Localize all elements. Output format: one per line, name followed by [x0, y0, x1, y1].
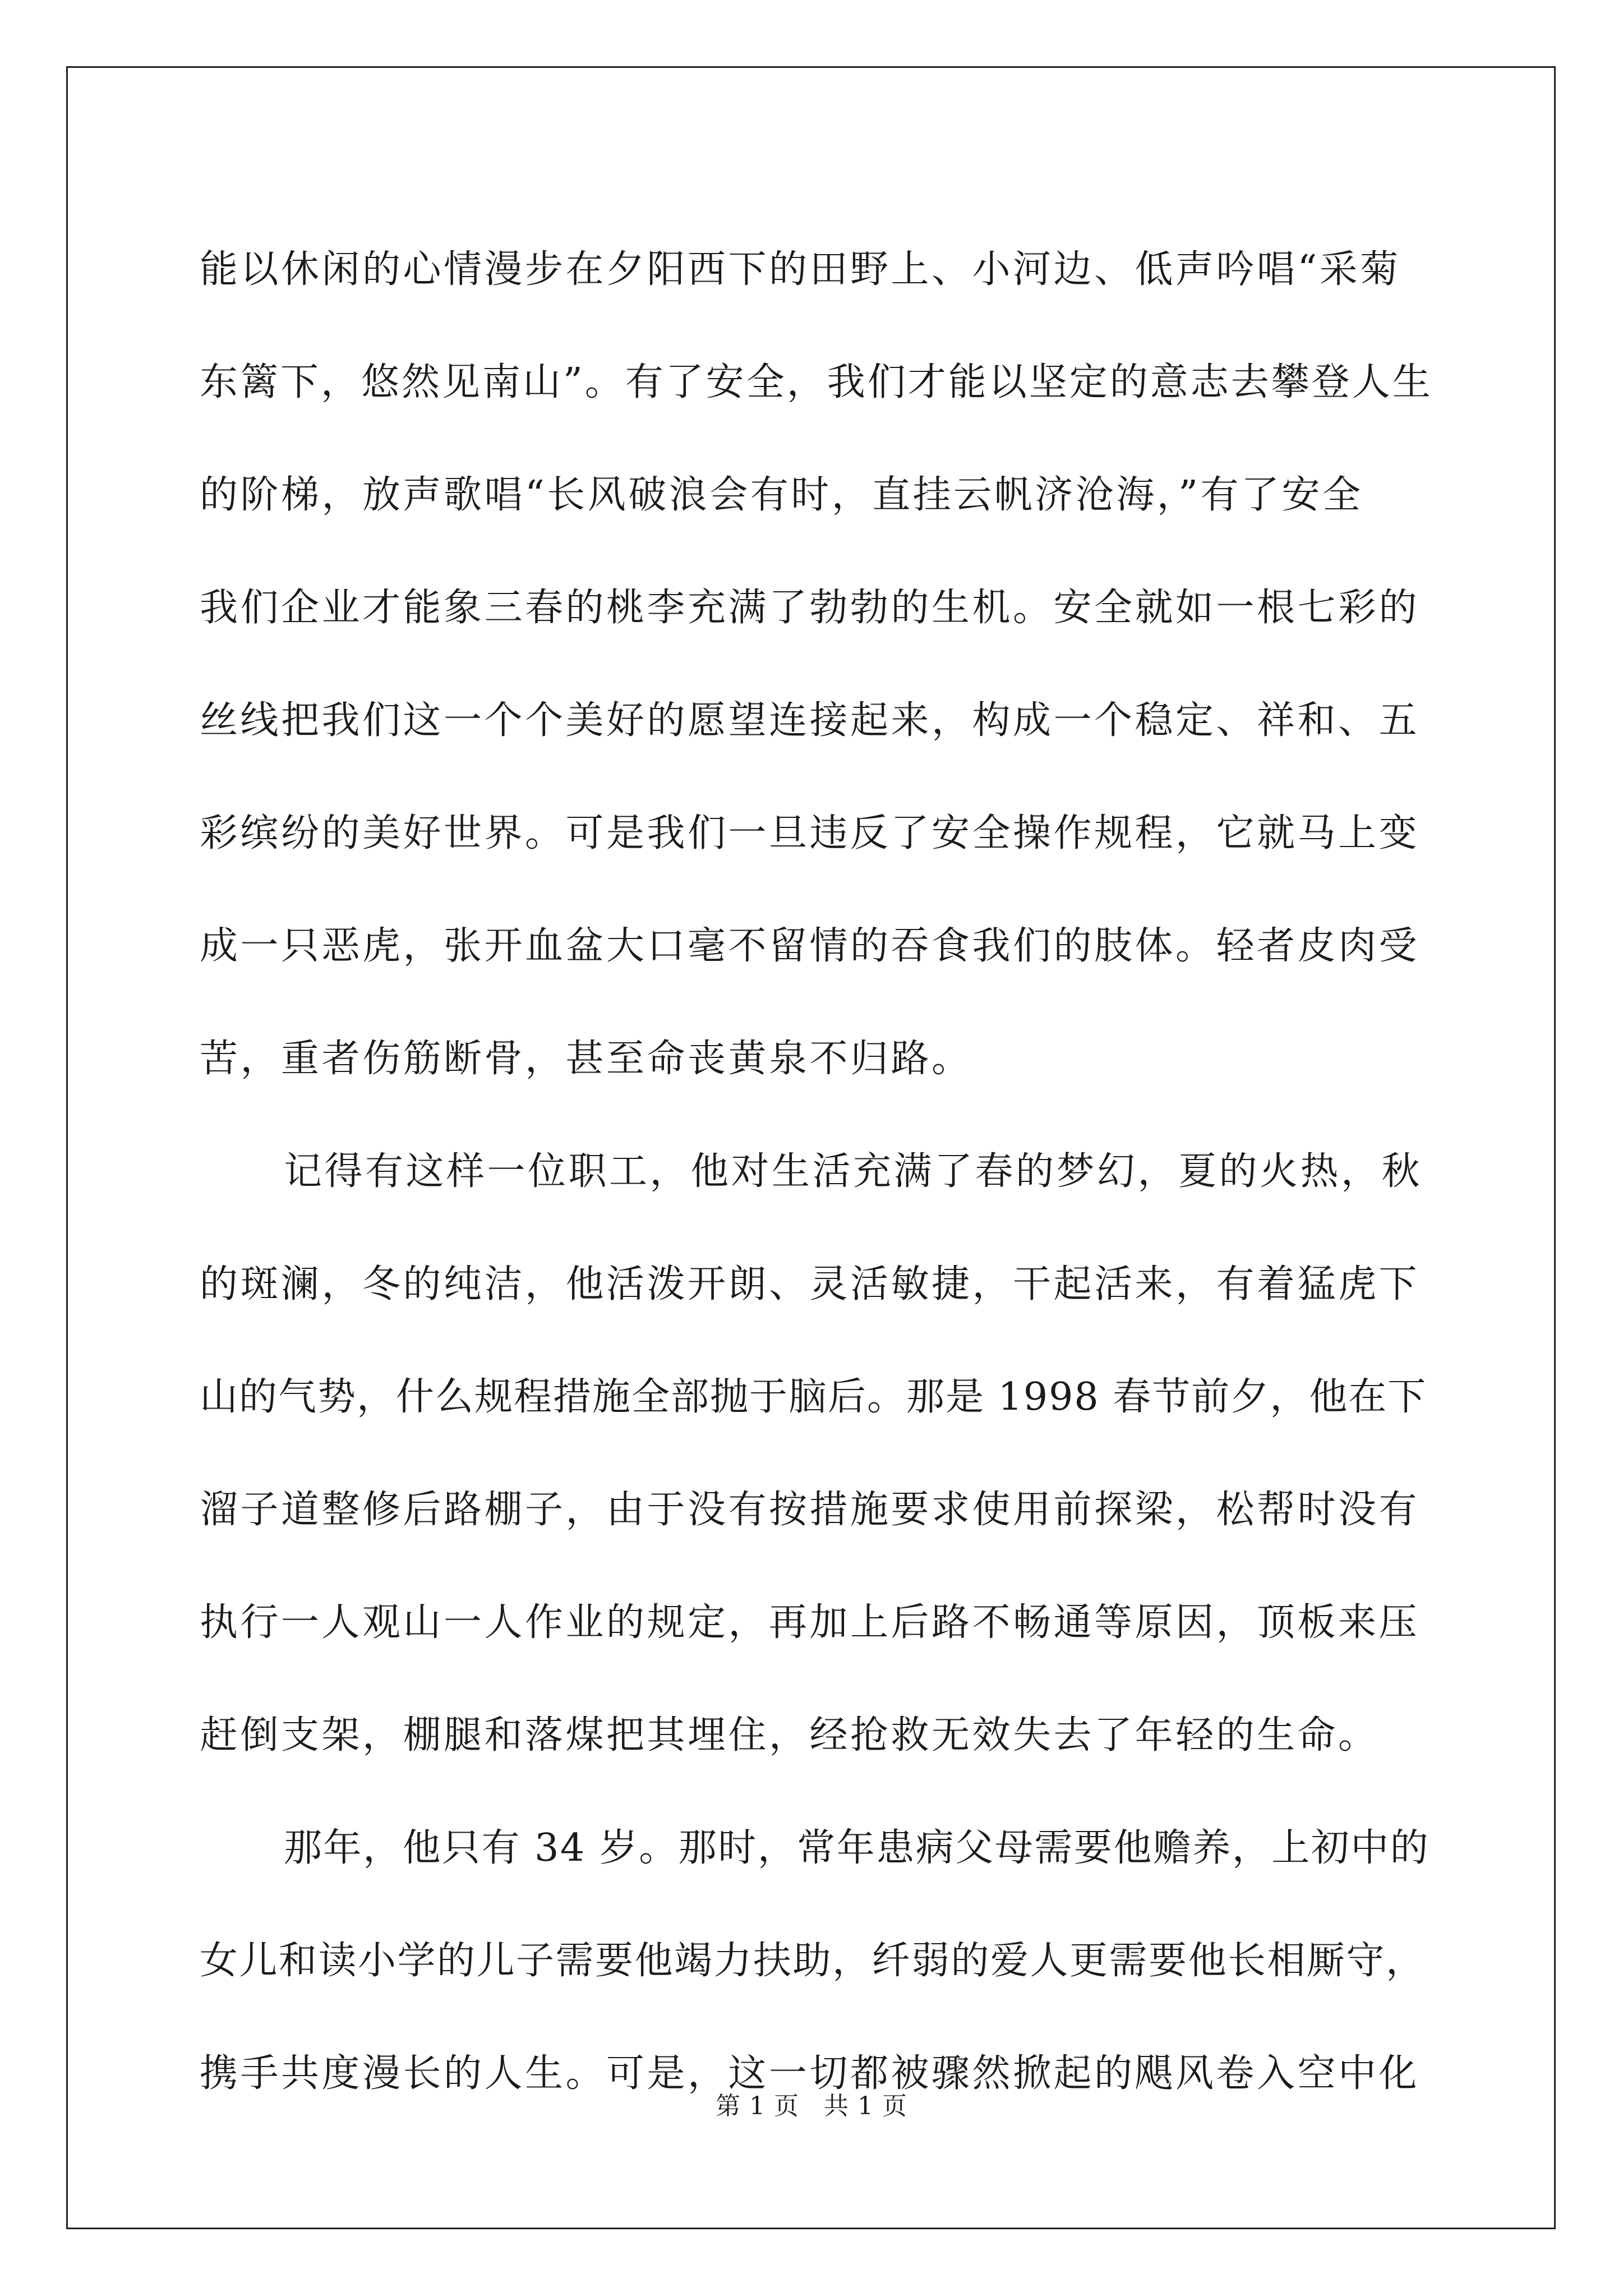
text-line: 东篱下，悠然见南山”。有了安全，我们才能以坚定的意志去攀登人生	[200, 360, 1433, 404]
text-line: 丝线把我们这一个个美好的愿望连接起来，构成一个稳定、祥和、五	[200, 698, 1420, 743]
document-body	[200, 213, 1433, 2130]
page-total: 共 1 页	[824, 2092, 907, 2120]
text-line: 溜子道整修后路棚子，由于没有按措施要求使用前探梁，松帮时没有	[200, 1488, 1420, 1532]
text-line: 彩缤纷的美好世界。可是我们一旦违反了安全操作规程，它就马上变	[200, 811, 1420, 855]
text-line: 携手共度漫长的人生。可是，这一切都被骤然掀起的飓风卷入空中化	[200, 2051, 1420, 2096]
text-line: 女儿和读小学的儿子需要他竭力扶助，纤弱的爱人更需要他长相厮守，	[200, 1939, 1426, 1983]
paragraph-2	[200, 1115, 1433, 1792]
text-line: 的阶梯，放声歌唱“长风破浪会有时，直挂云帆济沧海，”有了安全	[200, 473, 1363, 517]
text-line: 执行一人观山一人作业的规定，再加上后路不畅通等原因，顶板来压	[200, 1600, 1420, 1645]
text-line: 我们企业才能象三春的桃李充满了勃勃的生机。安全就如一根七彩的	[200, 586, 1420, 630]
text-line: 能以休闲的心情漫步在夕阳西下的田野上、小河边、低声吟唱“采菊	[200, 247, 1401, 292]
text-line: 赶倒支架，棚腿和落煤把其埋住，经抢救无效失去了年轻的生命。	[200, 1713, 1379, 1757]
paragraph-1	[200, 213, 1433, 1115]
text-line: 的斑澜，冬的纯洁，他活泼开朗、灵活敏捷，干起活来，有着猛虎下	[200, 1262, 1420, 1306]
text-line: 山的气势，什么规程措施全部抛于脑后。那是 1998 春节前夕，他在下	[200, 1375, 1427, 1419]
text-line: 那年，他只有 34 岁。那时，常年患病父母需要他赡养，上初中的	[284, 1826, 1430, 1870]
text-line: 苦，重者伤筋断骨，甚至命丧黄泉不归路。	[200, 1037, 972, 1081]
text-line: 记得有这样一位职工，他对生活充满了春的梦幻，夏的火热，秋	[284, 1149, 1423, 1194]
page-number: 第 1 页	[716, 2092, 799, 2120]
paragraph-3	[200, 1792, 1433, 2130]
page-footer	[0, 2086, 1623, 2122]
text-line: 成一只恶虎，张开血盆大口毫不留情的吞食我们的肢体。轻者皮肉受	[200, 924, 1420, 968]
